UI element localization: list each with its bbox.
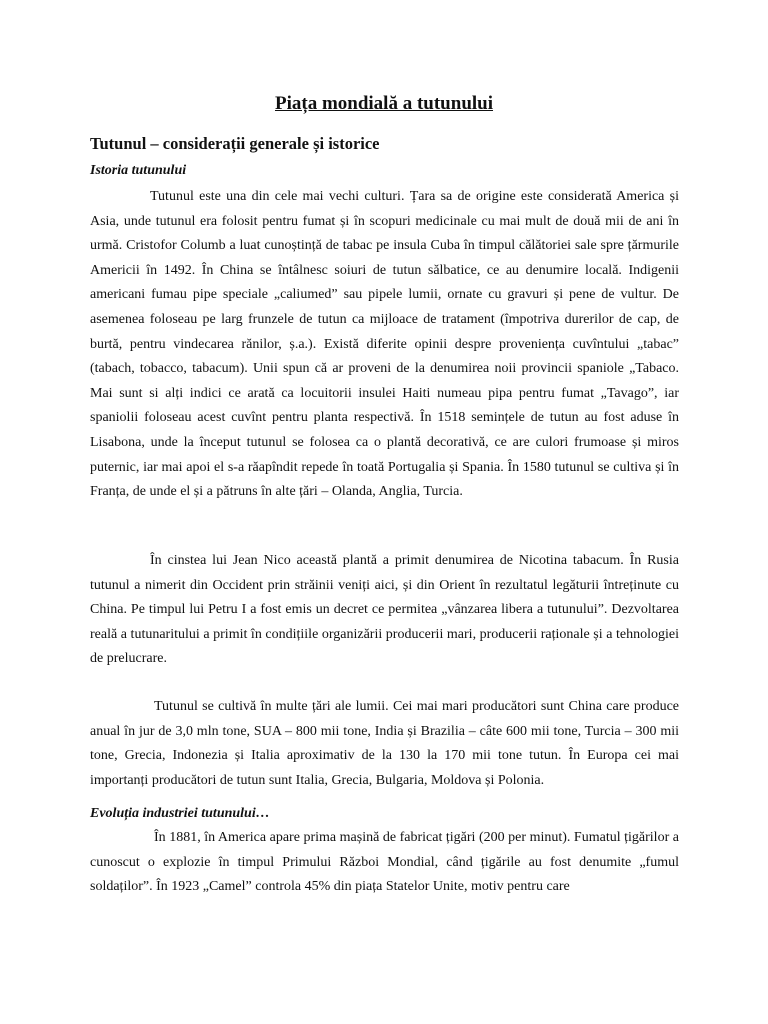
subheading-history: Istoria tutunului [90, 163, 187, 178]
paragraph-history: Tutunul este una din cele mai vechi culturi. Țara sa de origine este considerată America și Asia, unde tutunul era folosit pentru fumat și în scopuri medicinale cu mai mult de două mii de ani în urmă. Cristofor Columb a luat cunoștință de tabac pe insula Cuba în timpul călătoriei sale spre țărmurile Americii în 1492. În China se întâlnesc soiuri de tutun sălbatice, ce au denumire locală. Indigenii americani fumau pipe speciale „caliumed” sau pipele lumii, ornate cu gravuri și pene de vultur. De asemenea foloseau pe larg frunzele de tutun ca mijloace de tratament (împotriva durerilor de cap, de burtă, pentru vindecarea rănilor, ș.a.). Există diferite opinii despre proveniența cuvîntului „tabac” (tabach, tobacco, tabacum). Unii spun că ar proveni de la denumirea noii provincii spaniole „Tabaco. Mai sunt si alți indici ce arată ca locuitorii insulei Haiti numeau pipa pentru fumat „Tavago”, iar spaniolii foloseau acest cuvînt pentru planta respectivă. În 1518 semințele de tutun au fost aduse în Lisabona, unde la început tutunul se folosea ca o plantă decorativă, ce are culori frumoase și miros puternic, iar mai apoi el s-a răapîndit repede în toată Portugalia și Spania. În 1580 tutunul se cultiva și în Franța, de unde el și a pătruns în alte țări – Olanda, Anglia, Turcia. [90, 189, 679, 500]
paragraph-production: Tutunul se cultivă în multe țări ale lumii. Cei mai mari producători sunt China care produce anual în jur de 3,0 mln tone, SUA – 800 mii tone, India și Brazilia – câte 600 mii tone, Turcia – 300 mii tone, Grecia, Indonezia și Italia aproximativ de la 130 la 170 mii tone tutun. În Europa cei mai importanți producători de tutun sunt Italia, Grecia, Bulgaria, Moldova și Polonia. [90, 699, 679, 788]
section-heading: Tutunul – considerații generale și istorice [90, 134, 380, 153]
document-title: Piața mondială a tutunului [274, 93, 494, 114]
paragraph-evolution: În 1881, în America apare prima mașină de fabricat țigări (200 per minut). Fumatul țigărilor a cunoscut o explozie în timpul Primului Război Mondial, când țigările au fost denumite „fumul soldaților”. În 1923 „Camel” controla 45% din piața Statelor Unite, motiv pentru care [90, 830, 679, 895]
paragraph-nicotina: În cinstea lui Jean Nico această plantă a primit denumirea de Nicotina tabacum. În Rusia tutunul a nimerit din Occident prin străinii veniți aici, și din Orient în rezultatul legăturii întreținute cu China. Pe timpul lui Petru I a fost emis un decret ce permitea „vânzarea libera a tutunului”. Dezvoltarea reală a tutunaritului a primit în condițiile organizării producerii mari, producerii raționale și a tehnologiei de prelucrare. [90, 553, 679, 667]
subheading-evolution: Evoluția industriei tutunului… [90, 806, 270, 821]
